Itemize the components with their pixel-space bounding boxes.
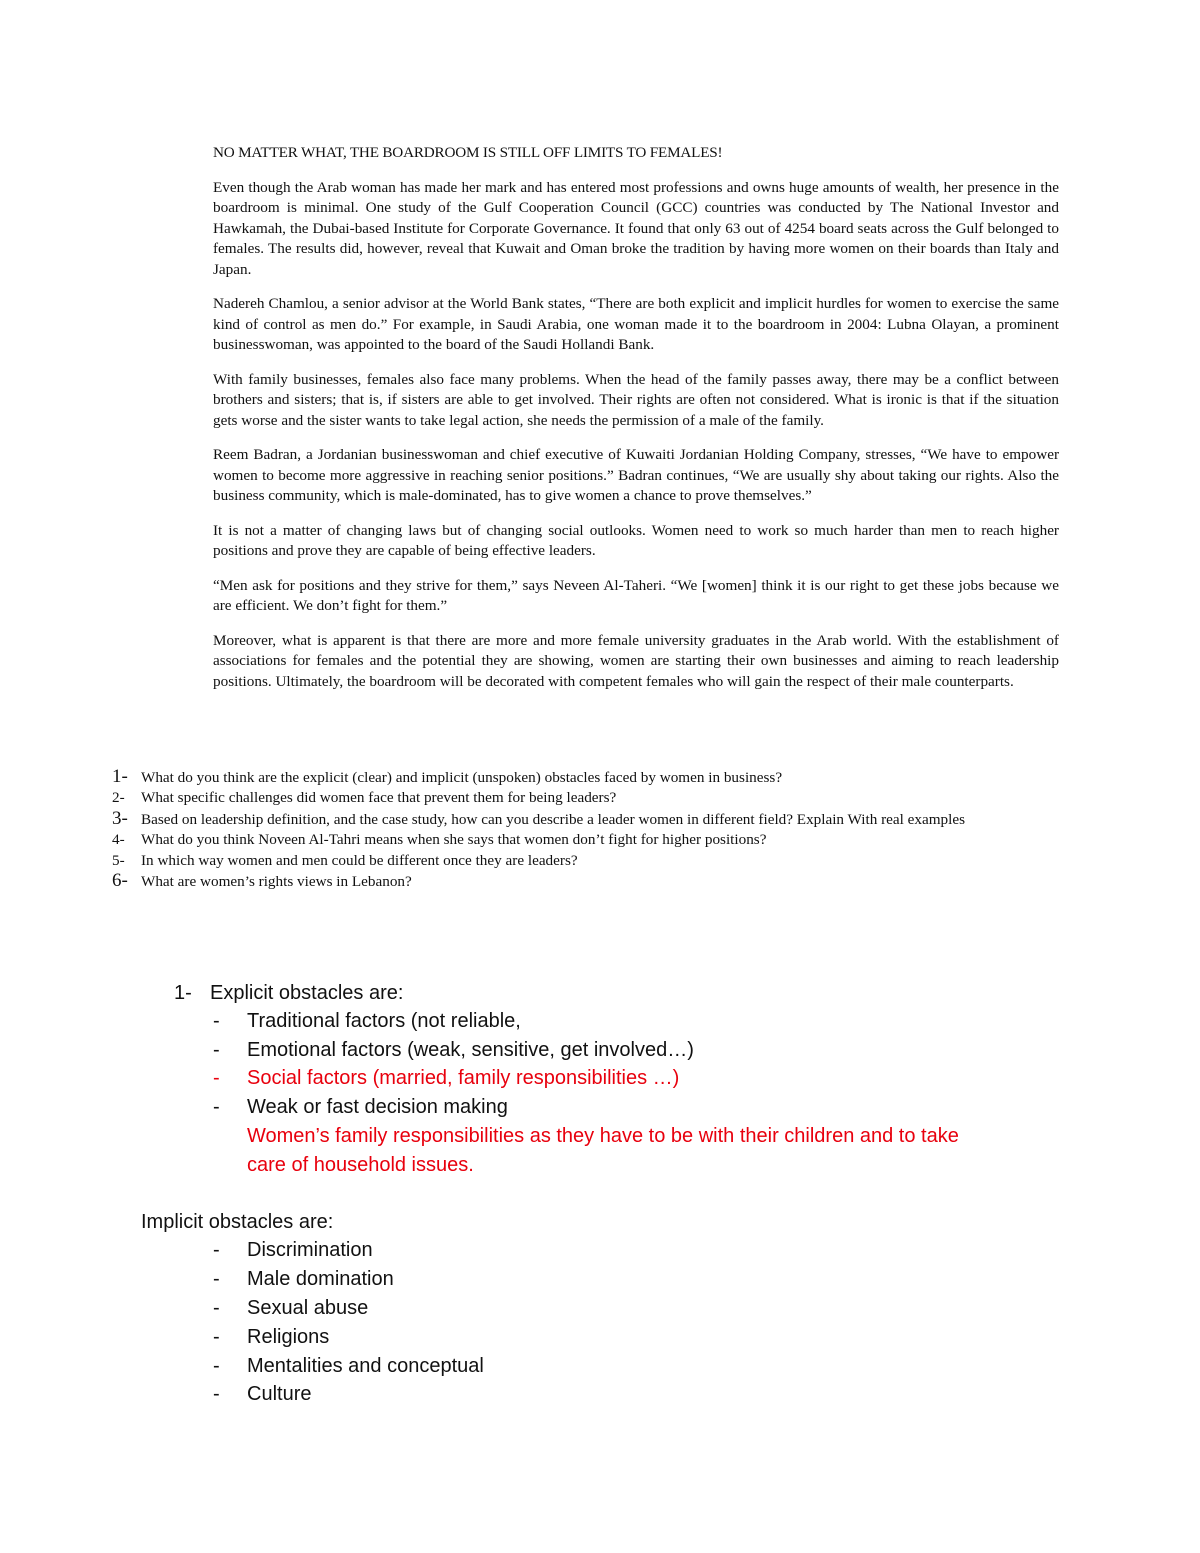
implicit-item: Sexual abuse (247, 1297, 369, 1319)
bullet-dash: - (213, 1297, 220, 1319)
question-text: In which way women and men could be different once they are leaders? (141, 851, 578, 869)
question-text: What are women’s rights views in Lebanon? (141, 873, 412, 891)
question-item (112, 809, 1042, 830)
question-item (112, 767, 1042, 788)
article-paragraph: Reem Badran, a Jordanian businesswoman and chief executive of Kuwaiti Jordanian Holding Company, stresses, “We have to empower women to become more aggressive in reaching senior positions.” Badran continues, “We are usually shy about taking our rights. Also the business community, which is male-dominated, has to give women a chance to prove themselves.” (213, 446, 1059, 504)
explicit-item: Emotional factors (weak, sensitive, get involved…) (247, 1039, 694, 1061)
article-paragraph: “Men ask for positions and they strive for them,” says Neveen Al-Taheri. “We [women] think it is our right to get these jobs because we are efficient. We don’t fight for them.” (213, 576, 1059, 614)
question-text: What do you think Noveen Al-Tahri means when she says that women don’t fight for higher positions? (141, 831, 767, 849)
article-paragraph: Even though the Arab woman has made her mark and has entered most professions and owns huge amounts of wealth, her presence in the boardroom is minimal. One study of the Gulf Cooperation Council (GCC) countries was conducted by The National Investor and Hawkamah, the Dubai-based Institute for Corporate Governance. It found that only 63 out of 4254 board seats across the Gulf belonged to females. The results did, however, reveal that Kuwait and Oman broke the tradition by having more women on their boards than Italy and Japan. (213, 178, 1059, 278)
article-paragraph: It is not a matter of changing laws but of changing social outlooks. Women need to work so much harder than men to reach higher positions and prove they are capable of being effective leaders. (213, 521, 1059, 559)
implicit-item: Discrimination (247, 1239, 373, 1261)
implicit-item: Male domination (247, 1268, 394, 1290)
explicit-note: care of household issues. (247, 1154, 474, 1176)
bullet-dash: - (213, 1326, 220, 1348)
article-paragraph: With family businesses, females also face many problems. When the head of the family passes away, there may be a conflict between brothers and sisters; that is, if sisters are able to get involved. Their rights are often not considered. What is ironic is that if the situation gets worse and the sister wants to take legal action, she needs the permission of a male of the family. (213, 370, 1059, 429)
question-number: 4- (112, 831, 125, 849)
question-number: 5- (112, 851, 125, 869)
bullet-dash: - (213, 1039, 220, 1061)
explicit-note: Women’s family responsibilities as they have to be with their children and to take (247, 1125, 959, 1147)
explicit-item-highlight: Social factors (married, family responsibilities …) (247, 1067, 680, 1089)
explicit-item: Weak or fast decision making (247, 1096, 508, 1118)
question-number: 2- (112, 789, 125, 807)
question-text: What specific challenges did women face that prevent them for being leaders? (141, 789, 617, 807)
implicit-item: Mentalities and conceptual (247, 1355, 484, 1377)
bullet-dash: - (213, 1355, 220, 1377)
question-number: 6- (112, 870, 128, 892)
bullet-dash: - (213, 1096, 220, 1118)
answer-number: 1- (174, 982, 192, 1004)
article-title: NO MATTER WHAT, THE BOARDROOM IS STILL OFF LIMITS TO FEMALES! (213, 144, 723, 161)
question-text: What do you think are the explicit (clear) and implicit (unspoken) obstacles faced by women in business? (141, 769, 783, 786)
explicit-item: Traditional factors (not reliable, (247, 1010, 521, 1032)
question-item (112, 871, 1042, 892)
implicit-item: Religions (247, 1326, 330, 1348)
question-item (112, 788, 1042, 808)
question-list (112, 767, 1042, 892)
implicit-heading: Implicit obstacles are: (141, 1211, 334, 1233)
question-text: Based on leadership definition, and the case study, how can you describe a leader women in different field? Explain With real examples (141, 810, 966, 828)
bullet-dash: - (213, 1010, 220, 1032)
explicit-heading: Explicit obstacles are: (210, 982, 404, 1004)
question-item (112, 830, 1042, 850)
bullet-dash: - (213, 1268, 220, 1290)
question-number: 1- (112, 766, 128, 787)
article-paragraph: Moreover, what is apparent is that there are more and more female university graduates in the Arab world. With the establishment of associations for females and the potential they are showing, women are starting their own businesses and aiming to reach leadership positions. Ultimately, the boardroom will be decorated with competent females who will gain the respect of their male counterparts. (213, 631, 1059, 690)
article-paragraph: Nadereh Chamlou, a senior advisor at the World Bank states, “There are both explicit and implicit hurdles for women to exercise the same kind of control as men do.” For example, in Saudi Arabia, one woman made it to the boardroom in 2004: Lubna Olayan, a prominent businesswoman, was appointed to the board of the Saudi Hollandi Bank. (213, 295, 1059, 353)
question-item (112, 851, 1042, 871)
bullet-dash: - (213, 1383, 220, 1405)
bullet-dash: - (213, 1239, 220, 1261)
article (213, 143, 1059, 706)
question-number: 3- (112, 807, 128, 829)
implicit-item: Culture (247, 1383, 312, 1405)
bullet-dash: - (213, 1067, 220, 1089)
